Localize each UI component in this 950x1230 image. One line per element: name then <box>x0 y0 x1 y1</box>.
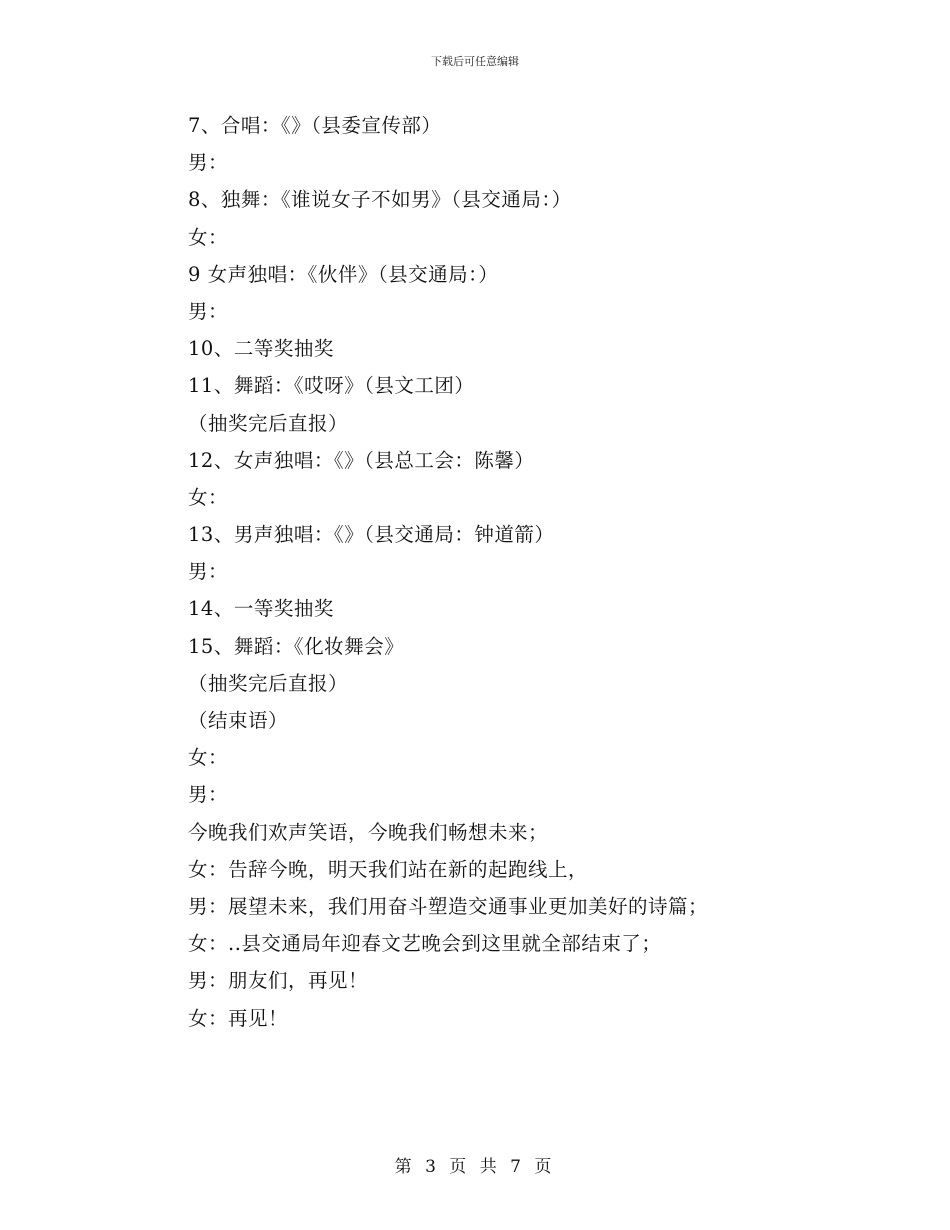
page-footer: 第 3 页 共 7 页 <box>394 1157 556 1177</box>
text-line: （抽奖完后直报） <box>188 671 349 695</box>
text-line: 男：展望未来，我们用奋斗塑造交通事业更加美好的诗篇； <box>188 894 709 918</box>
text-line: 女： <box>188 746 229 770</box>
text-line: 女：再见！ <box>188 1006 289 1030</box>
text-line: 男： <box>188 299 229 323</box>
text-line: 8、独舞：《谁说女子不如男》（县交通局：） <box>188 188 572 212</box>
text-line: （抽奖完后直报） <box>188 411 349 435</box>
text-line: 男：朋友们，再见！ <box>188 969 369 993</box>
text-line: 7、合唱：《》（县委宣传部） <box>188 114 442 137</box>
text-line: 9 女声独唱：《伙伴》（县交通局：） <box>188 262 499 286</box>
text-line: 12、女声独唱：《》（县总工会：陈馨） <box>188 448 535 472</box>
text-line: 13、男声独唱：《》（县交通局：钟道箭） <box>188 523 555 547</box>
page-header: 下载后可任意编辑 <box>431 55 519 68</box>
text-line: 10、二等奖抽奖 <box>188 337 334 361</box>
text-line: 男： <box>188 151 229 175</box>
text-line: 15、舞蹈：《化妆舞会》 <box>188 634 405 658</box>
text-line: 女： <box>188 485 229 509</box>
text-line: （结束语） <box>188 709 289 732</box>
text-line: 女： <box>188 225 229 249</box>
text-line: 11、舞蹈：《哎呀》（县文工团） <box>188 374 475 398</box>
document-body <box>188 107 868 1037</box>
text-line: 男： <box>188 560 229 584</box>
text-line: 男： <box>188 783 229 807</box>
text-line: 女：..县交通局年迎春文艺晚会到这里就全部结束了； <box>188 932 662 956</box>
text-line: 女：告辞今晚，明天我们站在新的起跑线上， <box>188 857 589 881</box>
text-line: 今晚我们欢声笑语，今晚我们畅想未来； <box>188 820 549 844</box>
text-line: 14、一等奖抽奖 <box>188 597 334 621</box>
